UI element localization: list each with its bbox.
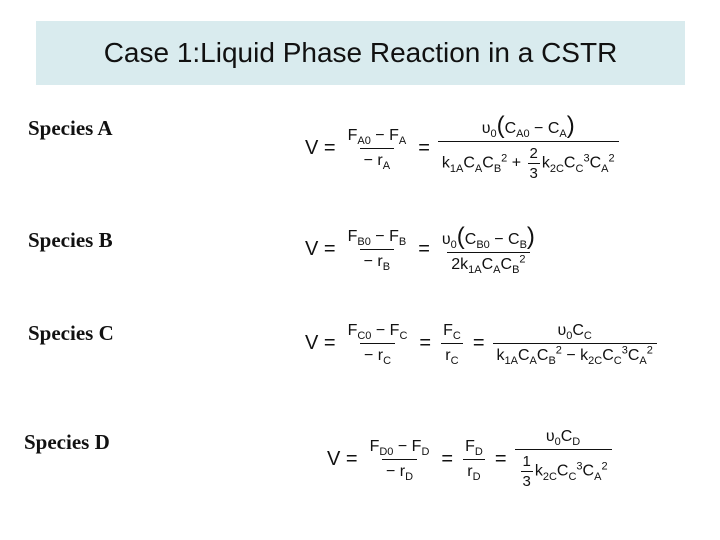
equation-species-b: V = $\frac{F_{B0} - F_B}{- r_B}$ = $\frac{\upsilon_0(C_{B0} - C_B)}{2k_{1A}C_AC_B^2}$ <box>305 223 535 277</box>
title-bar <box>36 21 685 85</box>
species-b-label: Species B <box>28 228 113 252</box>
species-d-label: Species D <box>24 430 110 454</box>
equation-species-d: V = $\frac{F_{D0} - F_D}{- r_D}$ = $\frac{F_D}{r_D}$ = $\upsilon_0C_D$ $\frac{1}{3}$ $k_{2C}C_C^3C_A^2$ <box>322 428 615 490</box>
species-a-label: Species A <box>28 116 113 140</box>
slide-title: Case 1:Liquid Phase Reaction in a CSTR <box>103 37 618 68</box>
species-c-label: Species C <box>28 321 114 345</box>
equation-species-a: V = $\frac{F_{A0} - F_A}{- r_A}$ = $\upsilon_0(C_{A0} - C_A)$ $k_{1A}C_AC_B^2$ + $\frac{2}{3}$ $k_{2C}C_C^3C_A^2$ <box>300 114 622 182</box>
equation-species-c: V = $\frac{F_{C0} - F_C}{- r_C}$ = $\frac{F_C}{r_C}$ = $\frac{\upsilon_0C_C}{k_{1A}C_AC_B^2 - k_{2C}C_C^3C_A^2}$ <box>300 322 660 365</box>
